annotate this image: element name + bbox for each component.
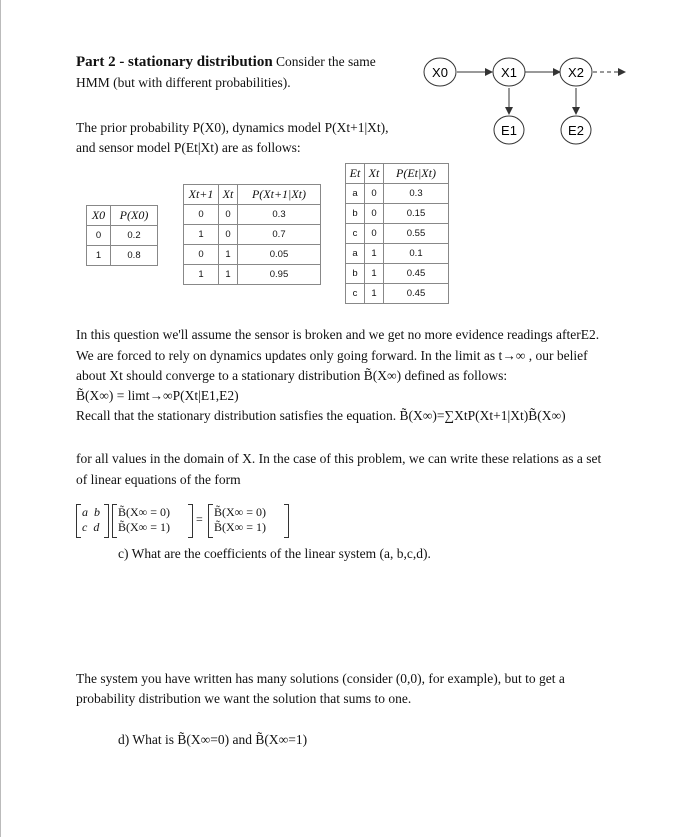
cell: 0.1 — [384, 244, 449, 264]
cell: 0.7 — [238, 225, 321, 245]
cell: 1 — [365, 284, 384, 304]
hmm-diagram — [415, 50, 645, 150]
cell: 0 — [365, 224, 384, 244]
rhs-row1: B̃(X∞ = 0) — [214, 505, 266, 519]
cell: 0.3 — [238, 205, 321, 225]
cell: 0.45 — [384, 264, 449, 284]
coef-row2: c d — [82, 520, 100, 534]
table-row — [87, 246, 158, 266]
sensor-table — [345, 163, 449, 304]
cell: 0 — [219, 225, 238, 245]
vec-row1: B̃(X∞ = 0) — [118, 505, 170, 519]
coef-bracket-left — [76, 504, 81, 538]
cell: c — [346, 284, 365, 304]
rhs-bracket-left — [208, 504, 213, 538]
cell: 0.95 — [238, 265, 321, 285]
cell: 0.05 — [238, 245, 321, 265]
sensor-header-et: Et — [346, 164, 365, 184]
cell: b — [346, 264, 365, 284]
body-p1-line2: We are forced to rely on dynamics updates only going forward. In the limit as t→∞ , our belief — [76, 348, 588, 363]
cell: 1 — [184, 265, 219, 285]
table-row — [346, 264, 449, 284]
cell: a — [346, 244, 365, 264]
rhs-bracket-right — [284, 504, 289, 538]
heading-intro-line2: HMM (but with different probabilities). — [76, 75, 291, 90]
body-p2-line2: of linear equations of the form — [76, 472, 241, 487]
question-c: c) What are the coefficients of the linear system (a, b,c,d). — [118, 546, 431, 561]
cell: 0.45 — [384, 284, 449, 304]
prior-text-line2: and sensor model P(Et|Xt) are as follows: — [76, 140, 301, 155]
cell: a — [346, 184, 365, 204]
label-e1: E1 — [501, 123, 517, 138]
table-row — [346, 204, 449, 224]
cell: 1 — [87, 246, 111, 266]
table-row — [87, 226, 158, 246]
body-p2-line1: for all values in the domain of X. In the case of this problem, we can write these relations as a set — [76, 451, 602, 466]
cell: 0.2 — [111, 226, 158, 246]
cell: 0 — [365, 184, 384, 204]
cell: c — [346, 224, 365, 244]
cell: 0.15 — [384, 204, 449, 224]
cell: 0.8 — [111, 246, 158, 266]
prior-header-p: P(X0) — [111, 206, 158, 226]
body-p1-line3: about Xt should converge to a stationary distribution B̃(X∞) defined as follows: — [76, 368, 508, 383]
label-x1: X1 — [501, 65, 517, 80]
cell: 1 — [184, 225, 219, 245]
body-p1-line4: B̃(X∞) = limt→∞P(Xt|E1,E2) — [76, 388, 239, 403]
prior-text-line1: The prior probability P(X0), dynamics model P(Xt+1|Xt), — [76, 120, 389, 135]
table-row — [184, 265, 321, 285]
rhs-row2: B̃(X∞ = 1) — [214, 520, 266, 534]
heading — [76, 52, 376, 72]
body-p1-line1: In this question we'll assume the sensor is broken and we get no more evidence readings afterE2. — [76, 327, 600, 342]
body-p1-line5: Recall that the stationary distribution satisfies the equation. B̃(X∞)=∑XtP(Xt+1|Xt)B̃(X∞) — [76, 408, 566, 423]
label-e2: E2 — [568, 123, 584, 138]
vec-row2: B̃(X∞ = 1) — [118, 520, 170, 534]
sensor-header-xt: Xt — [365, 164, 384, 184]
heading-title: Part 2 - stationary distribution — [76, 54, 273, 70]
cell: 1 — [219, 245, 238, 265]
cell: 1 — [219, 265, 238, 285]
table-row — [184, 225, 321, 245]
cell: 0 — [219, 205, 238, 225]
cell: b — [346, 204, 365, 224]
dyn-header-xt1: Xt+1 — [184, 185, 219, 205]
question-d: d) What is B̃(X∞=0) and B̃(X∞=1) — [118, 732, 308, 747]
sensor-header-p: P(Et|Xt) — [384, 164, 449, 184]
cell: 1 — [365, 244, 384, 264]
table-row — [346, 284, 449, 304]
table-row — [346, 244, 449, 264]
cell: 1 — [365, 264, 384, 284]
table-row — [346, 224, 449, 244]
dyn-header-xt: Xt — [219, 185, 238, 205]
table-row — [346, 184, 449, 204]
cell: 0 — [184, 205, 219, 225]
page-edge — [0, 0, 1, 837]
linear-system — [76, 502, 306, 542]
prior-header-x0: X0 — [87, 206, 111, 226]
note-line1: The system you have written has many solutions (consider (0,0), for example), but to get a — [76, 671, 565, 686]
label-x0: X0 — [432, 65, 448, 80]
vec-bracket-left — [112, 504, 117, 538]
prior-table — [86, 205, 158, 266]
table-row — [184, 245, 321, 265]
cell: 0 — [365, 204, 384, 224]
table-row — [184, 205, 321, 225]
heading-intro: Consider the same — [276, 54, 376, 69]
note-line2: probability distribution we want the solution that sums to one. — [76, 691, 412, 706]
cell: 0.55 — [384, 224, 449, 244]
dyn-header-p: P(Xt+1|Xt) — [238, 185, 321, 205]
coef-row1: a b — [82, 505, 100, 519]
cell: 0 — [184, 245, 219, 265]
vec-bracket-right — [188, 504, 193, 538]
label-x2: X2 — [568, 65, 584, 80]
cell: 0.3 — [384, 184, 449, 204]
dynamics-table — [183, 184, 321, 285]
cell: 0 — [87, 226, 111, 246]
equals-sign: = — [196, 512, 203, 526]
coef-bracket-right — [104, 504, 109, 538]
